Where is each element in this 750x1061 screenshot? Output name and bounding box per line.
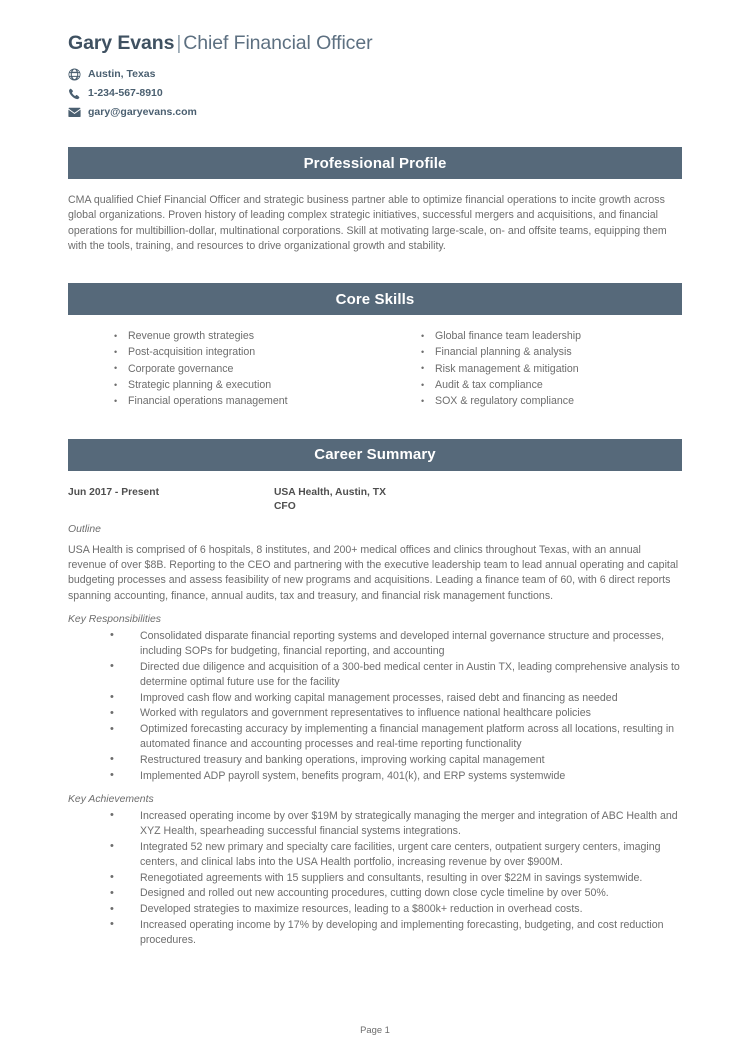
- list-item: • Increased operating income by 17% by developing and implementing forecasting, budgeting, and cost reduction procedures.: [68, 918, 682, 948]
- candidate-name: Gary Evans: [68, 32, 175, 54]
- key-responsibilities-label: Key Responsibilities: [68, 613, 161, 625]
- candidate-job-title: Chief Financial Officer: [183, 32, 373, 54]
- professional-profile-paragraph: CMA qualified Chief Financial Officer and strategic business partner able to optimize financial operations to incite growth across global organizations. Proven history of leading complex strategic initiatives, successful mergers and acquisitions, and financial operations for multibillion-dollar, multinational corporations. Skill at motivating large-scale, on- and offsite teams, equipping them with the tools, training, and resources to drive organizational growth and stability.: [68, 194, 667, 252]
- list-item: • Global finance team leadership: [421, 328, 682, 344]
- core-skills-column-left: [68, 328, 375, 409]
- list-item: • Post-acquisition integration: [114, 344, 375, 360]
- list-item: • Financial operations management: [114, 393, 375, 409]
- list-item: • Audit & tax compliance: [421, 377, 682, 393]
- list-item: • Financial planning & analysis: [421, 344, 682, 360]
- list-item: • SOX & regulatory compliance: [421, 393, 682, 409]
- contact-email-text: gary@garyevans.com: [88, 106, 197, 118]
- job-employer-role: [274, 486, 386, 514]
- list-item: • Developed strategies to maximize resources, leading to a $800k+ reduction in overhead costs.: [68, 902, 682, 917]
- name-title-separator: |: [176, 32, 182, 54]
- section-title-core-skills: Core Skills: [68, 283, 682, 315]
- list-item: • Improved cash flow and working capital management processes, raised debt and financing as needed: [68, 691, 682, 706]
- key-achievements-label: Key Achievements: [68, 793, 154, 805]
- list-item: • Risk management & mitigation: [421, 361, 682, 377]
- page-footer: Page 1: [360, 1024, 390, 1035]
- core-skills-columns: [68, 328, 682, 409]
- envelope-icon: [68, 106, 83, 119]
- list-item: • Implemented ADP payroll system, benefits program, 401(k), and ERP systems systemwide: [68, 769, 682, 784]
- key-responsibilities-list: [68, 629, 682, 784]
- job-employer: USA Health, Austin, TX: [274, 486, 386, 498]
- list-item: • Corporate governance: [114, 361, 375, 377]
- list-item: • Restructured treasury and banking operations, improving working capital management: [68, 753, 682, 768]
- list-item: • Consolidated disparate financial reporting systems and developed internal governance structure and processes, including SOPs for budgeting, financial reporting, and accounting: [68, 629, 682, 659]
- list-item: • Increased operating income by over $19M by strategically managing the merger and integration of ABC Health and XYZ Health, spearheading successful financial systems integrations.: [68, 809, 682, 839]
- list-item: • Worked with regulators and government representatives to influence national healthcare policies: [68, 706, 682, 721]
- list-item: • Designed and rolled out new accounting procedures, cutting down close cycle timeline by over 50%.: [68, 886, 682, 901]
- contact-location: [68, 66, 682, 83]
- list-item: • Directed due diligence and acquisition of a 300-bed medical center in Austin TX, leading comprehensive analysis to determine optimal future use for the facility: [68, 660, 682, 690]
- section-title-career-summary: Career Summary: [68, 439, 682, 471]
- list-item: • Renegotiated agreements with 15 suppliers and consultants, resulting in over $22M in savings systemwide.: [68, 871, 682, 886]
- globe-icon: [68, 68, 83, 81]
- core-skills-column-right: [375, 328, 682, 409]
- list-item: • Strategic planning & execution: [114, 377, 375, 393]
- core-skills-list-left: [114, 328, 375, 409]
- contact-email: [68, 104, 682, 121]
- contact-phone-text: 1-234-567-8910: [88, 87, 163, 99]
- resume-header: [68, 30, 682, 56]
- job-role: CFO: [274, 500, 296, 512]
- key-achievements-list: [68, 809, 682, 948]
- job-entry-header: [68, 486, 682, 514]
- outline-paragraph: USA Health is comprised of 6 hospitals, 8 institutes, and 200+ medical offices and clinics throughout Texas, with an annual revenue of over $8B. Reporting to the CEO and partnering with the executive leadership team to lead annual operating and capital budgeting processes and assess feasibility of new programs and acquisitions. Leading a finance team of 60, with 6 direct reports spanning accounting, finance, annual audits, tax and treasury, and financial risk management functions.: [68, 543, 679, 602]
- contact-location-text: Austin, Texas: [88, 68, 156, 80]
- contact-phone: [68, 85, 682, 102]
- core-skills-list-right: [421, 328, 682, 409]
- list-item: • Revenue growth strategies: [114, 328, 375, 344]
- phone-icon: [68, 87, 83, 100]
- section-title-professional-profile: Professional Profile: [68, 147, 682, 179]
- list-item: • Optimized forecasting accuracy by implementing a financial management platform across all locations, resulting in automated finance and accounting processes and real-time reporting functionality: [68, 722, 682, 752]
- list-item: • Integrated 52 new primary and specialty care facilities, urgent care centers, outpatient surgery centers, imaging centers, and clinical labs into the USA Health portfolio, increasing revenue by over $900M.: [68, 840, 682, 870]
- contact-list: [68, 66, 682, 121]
- job-dates: Jun 2017 - Present: [68, 486, 159, 498]
- outline-label: Outline: [68, 523, 101, 535]
